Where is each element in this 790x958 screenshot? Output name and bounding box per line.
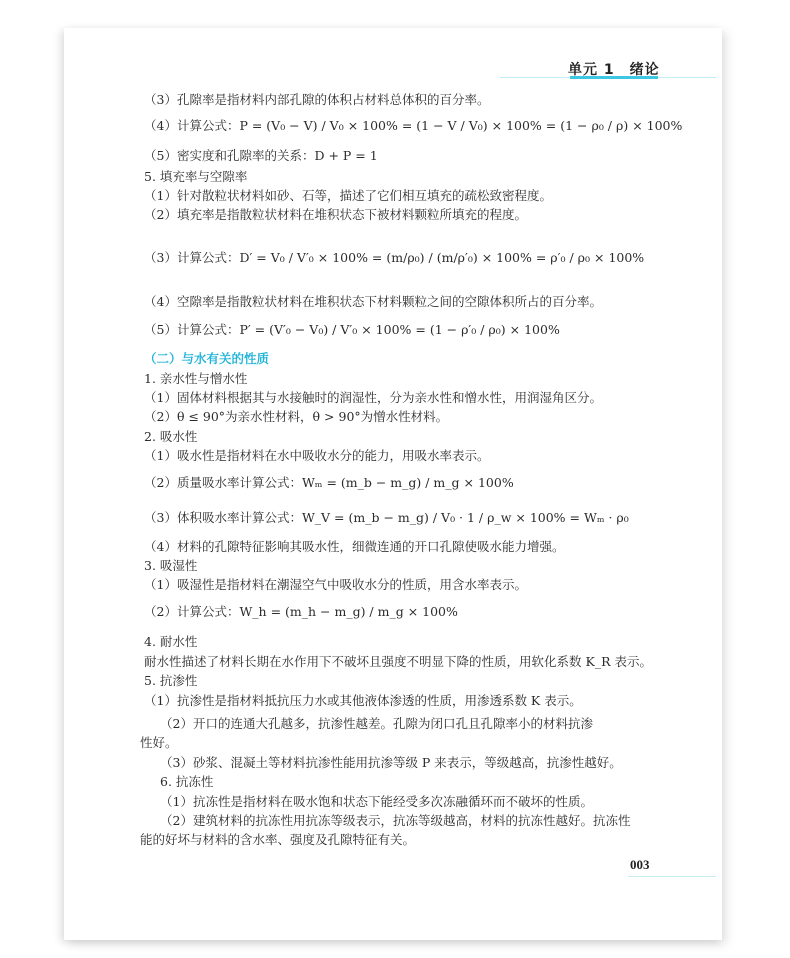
formula-line: （5）计算公式：P′ = (V′₀ − V₀) / V′₀ × 100% = (1 − ρ′₀ / ρ₀) × 100%	[144, 322, 560, 337]
text-line: （1）吸水性是指材料在水中吸收水分的能力，用吸水率表示。	[144, 448, 490, 463]
text-line: （1）抗渗性是指材料抵抗压力水或其他液体渗透的性质，用渗透系数 K 表示。	[144, 693, 582, 708]
page-number-rule	[628, 876, 716, 877]
subsection-heading: 1. 亲水性与憎水性	[144, 371, 248, 386]
unit-title: 单元 1 绪论	[568, 62, 660, 78]
text-line: （2）建筑材料的抗冻性用抗冻等级表示，抗冻等级越高，材料的抗冻性越好。抗冻性	[160, 813, 631, 828]
subsection-heading: 4. 耐水性	[144, 634, 198, 649]
formula-line: （3）计算公式：D′ = V₀ / V′₀ × 100% = (m/ρ₀) / (m/ρ′₀) × 100% = ρ′₀ / ρ₀ × 100%	[144, 250, 645, 265]
text-line: 性好。	[140, 735, 178, 750]
formula-line: （2）质量吸水率计算公式：Wₘ = (m_b − m_g) / m_g × 100%	[144, 475, 514, 490]
text-line: （1）抗冻性是指材料在吸水饱和状态下能经受多次冻融循环而不破坏的性质。	[160, 794, 593, 809]
text-line: （4）空隙率是指散粒状材料在堆积状态下材料颗粒之间的空隙体积所占的百分率。	[144, 294, 602, 309]
text-line: （3）孔隙率是指材料内部孔隙的体积占材料总体积的百分率。	[144, 92, 490, 107]
subsection-heading: 2. 吸水性	[144, 429, 198, 444]
subsection-heading: 6. 抗冻性	[160, 774, 214, 789]
formula-line: （3）体积吸水率计算公式：W_V = (m_b − m_g) / V₀ · 1 / ρ_w × 100% = Wₘ · ρ₀	[144, 510, 629, 525]
text-line: （1）固体材料根据其与水接触时的润湿性，分为亲水性和憎水性，用润湿角区分。	[144, 390, 602, 405]
subsection-heading: 5. 填充率与空隙率	[144, 169, 248, 184]
text-line: （2）θ ≤ 90°为亲水性材料，θ > 90°为憎水性材料。	[144, 409, 449, 424]
formula-line: （4）计算公式：P = (V₀ − V) / V₀ × 100% = (1 − V / V₀) × 100% = (1 − ρ₀ / ρ) × 100%	[144, 118, 683, 133]
text-line: （1）针对散粒状材料如砂、石等，描述了它们相互填充的疏松致密程度。	[144, 188, 552, 203]
text-line: （1）吸湿性是指材料在潮湿空气中吸收水分的性质，用含水率表示。	[144, 577, 527, 592]
section-heading: （二）与水有关的性质	[144, 351, 270, 366]
text-line: （4）材料的孔隙特征影响其吸水性，细微连通的开口孔隙使吸水能力增强。	[144, 539, 565, 554]
text-line: （2）开口的连通大孔越多，抗渗性越差。孔隙为闭口孔且孔隙率小的材料抗渗	[160, 716, 593, 731]
text-line: 能的好坏与材料的含水率、强度及孔隙特征有关。	[140, 832, 416, 847]
text-line: （2）填充率是指散粒状材料在堆积状态下被材料颗粒所填充的程度。	[144, 207, 527, 222]
text-line: （3）砂浆、混凝土等材料抗渗性能用抗渗等级 P 来表示，等级越高，抗渗性越好。	[160, 755, 622, 770]
page-number: 003	[630, 857, 650, 872]
formula-line: （2）计算公式：W_h = (m_h − m_g) / m_g × 100%	[144, 604, 458, 619]
text-line: 耐水性描述了材料长期在水作用下不破坏且强度不明显下降的性质，用软化系数 K_R 表示。	[144, 654, 652, 669]
text-line: （5）密实度和孔隙率的关系：D + P = 1	[144, 148, 378, 163]
subsection-heading: 3. 吸湿性	[144, 558, 198, 573]
subsection-heading: 5. 抗渗性	[144, 673, 198, 688]
document-page	[64, 28, 722, 940]
